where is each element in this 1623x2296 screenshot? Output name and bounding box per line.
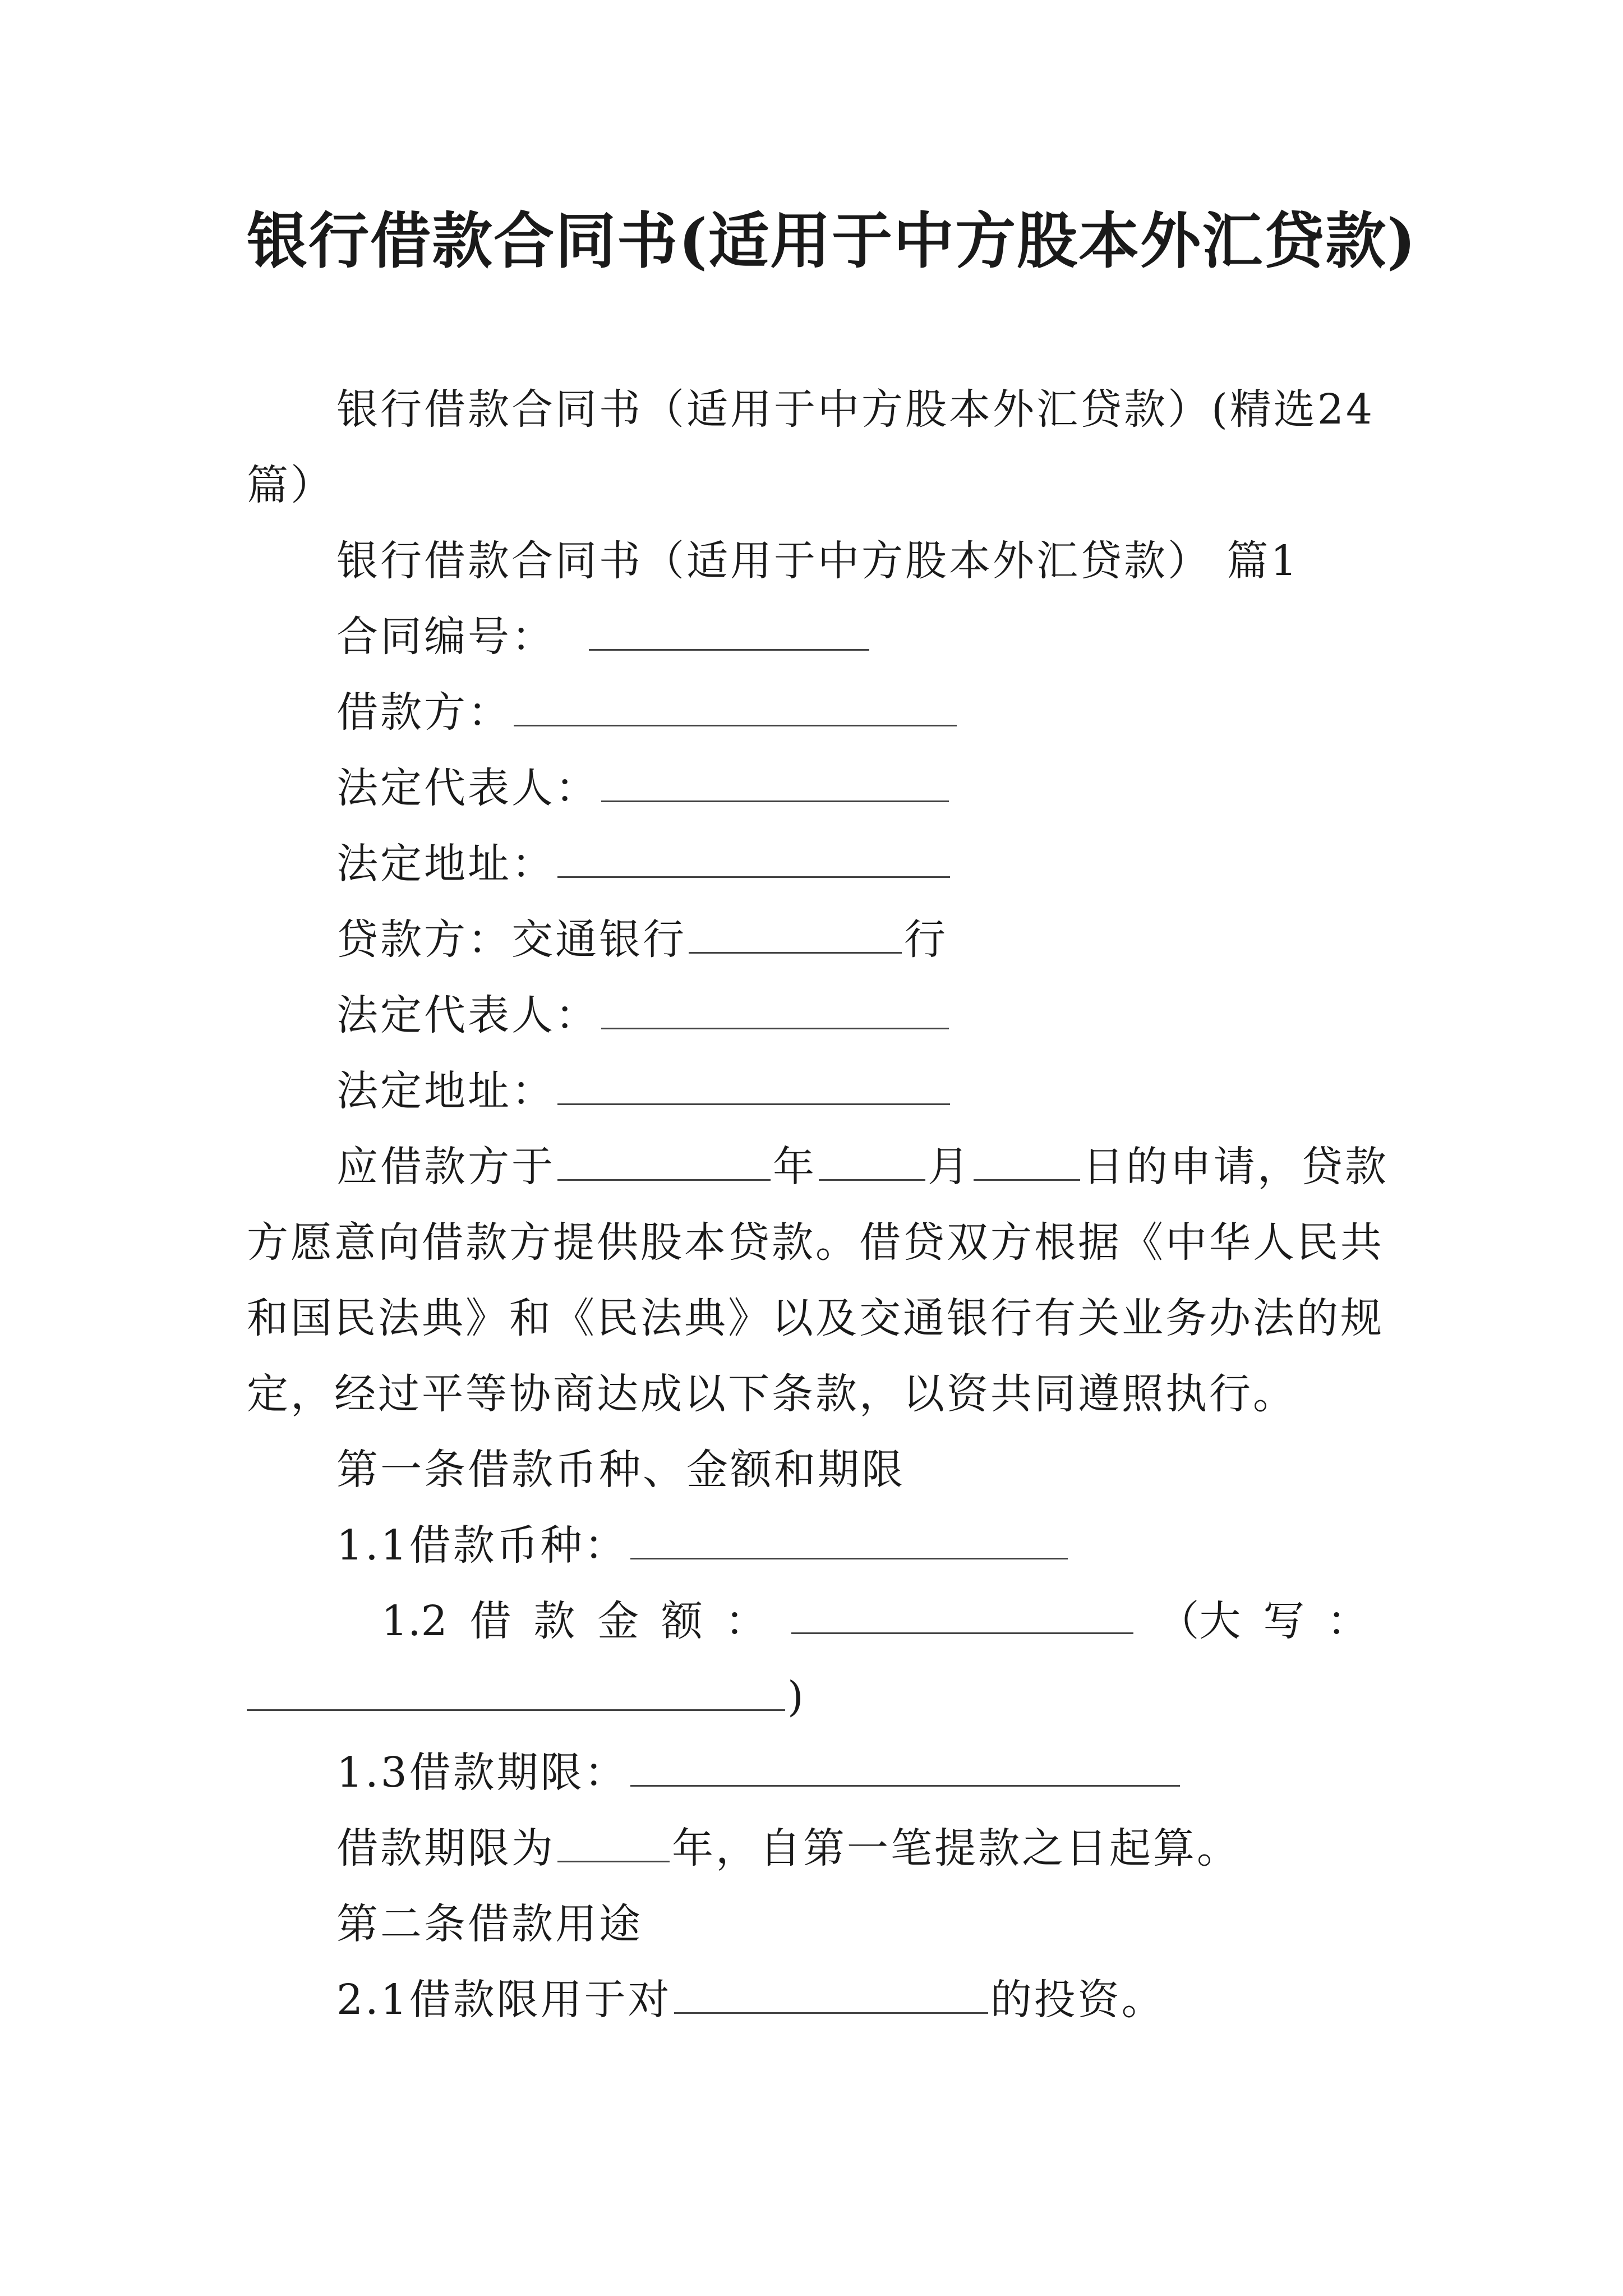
term-years-blank[interactable]	[557, 1821, 670, 1862]
amount-blank[interactable]	[791, 1593, 1133, 1634]
amount-part-2: 借	[469, 1597, 511, 1645]
lender-address-blank[interactable]	[557, 1064, 950, 1105]
term-row	[336, 1745, 1182, 1801]
currency-row	[336, 1517, 1070, 1573]
purpose-label: 2.1借款限用于对	[336, 1976, 672, 2024]
borrower-rep-blank[interactable]	[601, 761, 949, 802]
intro-line-2: 篇）	[247, 461, 334, 509]
term-detail-a: 借款期限为	[336, 1824, 555, 1872]
para1-line-3: 和国民法典》和《民法典》以及交通银行有关业务办法的规	[247, 1294, 1384, 1342]
lender-branch-blank[interactable]	[689, 913, 902, 954]
term-label: 1.3借款期限：	[336, 1749, 628, 1797]
borrower-address-label: 法定地址：	[336, 840, 555, 888]
amount-row	[381, 1593, 1368, 1649]
amount-upper-colon: ：	[1327, 1597, 1368, 1645]
purpose-suffix: 的投资。	[990, 1976, 1165, 2024]
lender-rep-label: 法定代表人：	[336, 991, 599, 1039]
amount-part-6: ：	[725, 1597, 767, 1645]
borrower-address-row	[336, 836, 952, 892]
para1-line-1	[336, 1139, 1389, 1195]
lender-label: 贷款方：交通银行	[336, 915, 686, 964]
lender-row	[336, 912, 948, 968]
article2-heading: 第二条借款用途	[336, 1900, 643, 1948]
amount-part-3: 款	[533, 1597, 575, 1645]
amount-upper-blank[interactable]	[247, 1670, 785, 1711]
contract-number-row	[336, 609, 872, 665]
currency-label: 1.1借款币种：	[336, 1521, 628, 1570]
application-year-blank[interactable]	[557, 1140, 771, 1181]
borrower-rep-row	[336, 760, 951, 816]
lender-suffix: 行	[904, 915, 948, 964]
borrower-label: 借款方：	[336, 688, 511, 737]
amount-upper-row	[247, 1669, 806, 1725]
intro-line-1: 银行借款合同书（适用于中方股本外汇贷款）(精选24	[336, 385, 1375, 434]
para1-text-4: 日的申请，贷款	[1082, 1143, 1389, 1191]
amount-part-1: 1.2	[381, 1597, 448, 1645]
contract-number-label: 合同编号：	[336, 613, 555, 661]
borrower-blank[interactable]	[514, 685, 957, 726]
lender-address-label: 法定地址：	[336, 1067, 555, 1115]
borrower-address-blank[interactable]	[557, 837, 950, 878]
currency-blank[interactable]	[630, 1519, 1068, 1559]
lender-address-row	[336, 1063, 952, 1119]
lender-rep-row	[336, 987, 951, 1043]
para1-text-3: 月	[928, 1143, 971, 1191]
application-month-blank[interactable]	[819, 1140, 925, 1181]
lender-rep-blank[interactable]	[601, 988, 949, 1029]
contract-number-blank[interactable]	[589, 610, 869, 651]
purpose-row	[336, 1972, 1165, 2028]
amount-close: )	[787, 1673, 806, 1721]
section-heading: 银行借款合同书（适用于中方股本外汇贷款） 篇1	[336, 537, 1299, 585]
term-detail-b: 年，自第一笔提款之日起算。	[672, 1824, 1241, 1872]
borrower-row	[336, 684, 959, 740]
amount-part-5: 额	[661, 1597, 703, 1645]
borrower-rep-label: 法定代表人：	[336, 764, 599, 812]
purpose-blank[interactable]	[674, 1973, 988, 2014]
term-detail-row	[336, 1820, 1241, 1876]
application-day-blank[interactable]	[974, 1140, 1080, 1181]
article1-heading: 第一条借款币种、金额和期限	[336, 1446, 905, 1494]
document-title: 银行借款合同书(适用于中方股本外汇贷款)	[247, 206, 1417, 277]
para1-text-1: 应借款方于	[336, 1143, 555, 1191]
para1-text-2: 年	[773, 1143, 817, 1191]
amount-upper-mid: 写	[1263, 1597, 1305, 1645]
amount-part-4: 金	[597, 1597, 639, 1645]
amount-upper-open: （大	[1158, 1597, 1241, 1645]
term-blank[interactable]	[630, 1746, 1180, 1787]
para1-line-4: 定，经过平等协商达成以下条款，以资共同遵照执行。	[247, 1370, 1297, 1418]
para1-line-2: 方愿意向借款方提供股本贷款。借贷双方根据《中华人民共	[247, 1218, 1384, 1267]
